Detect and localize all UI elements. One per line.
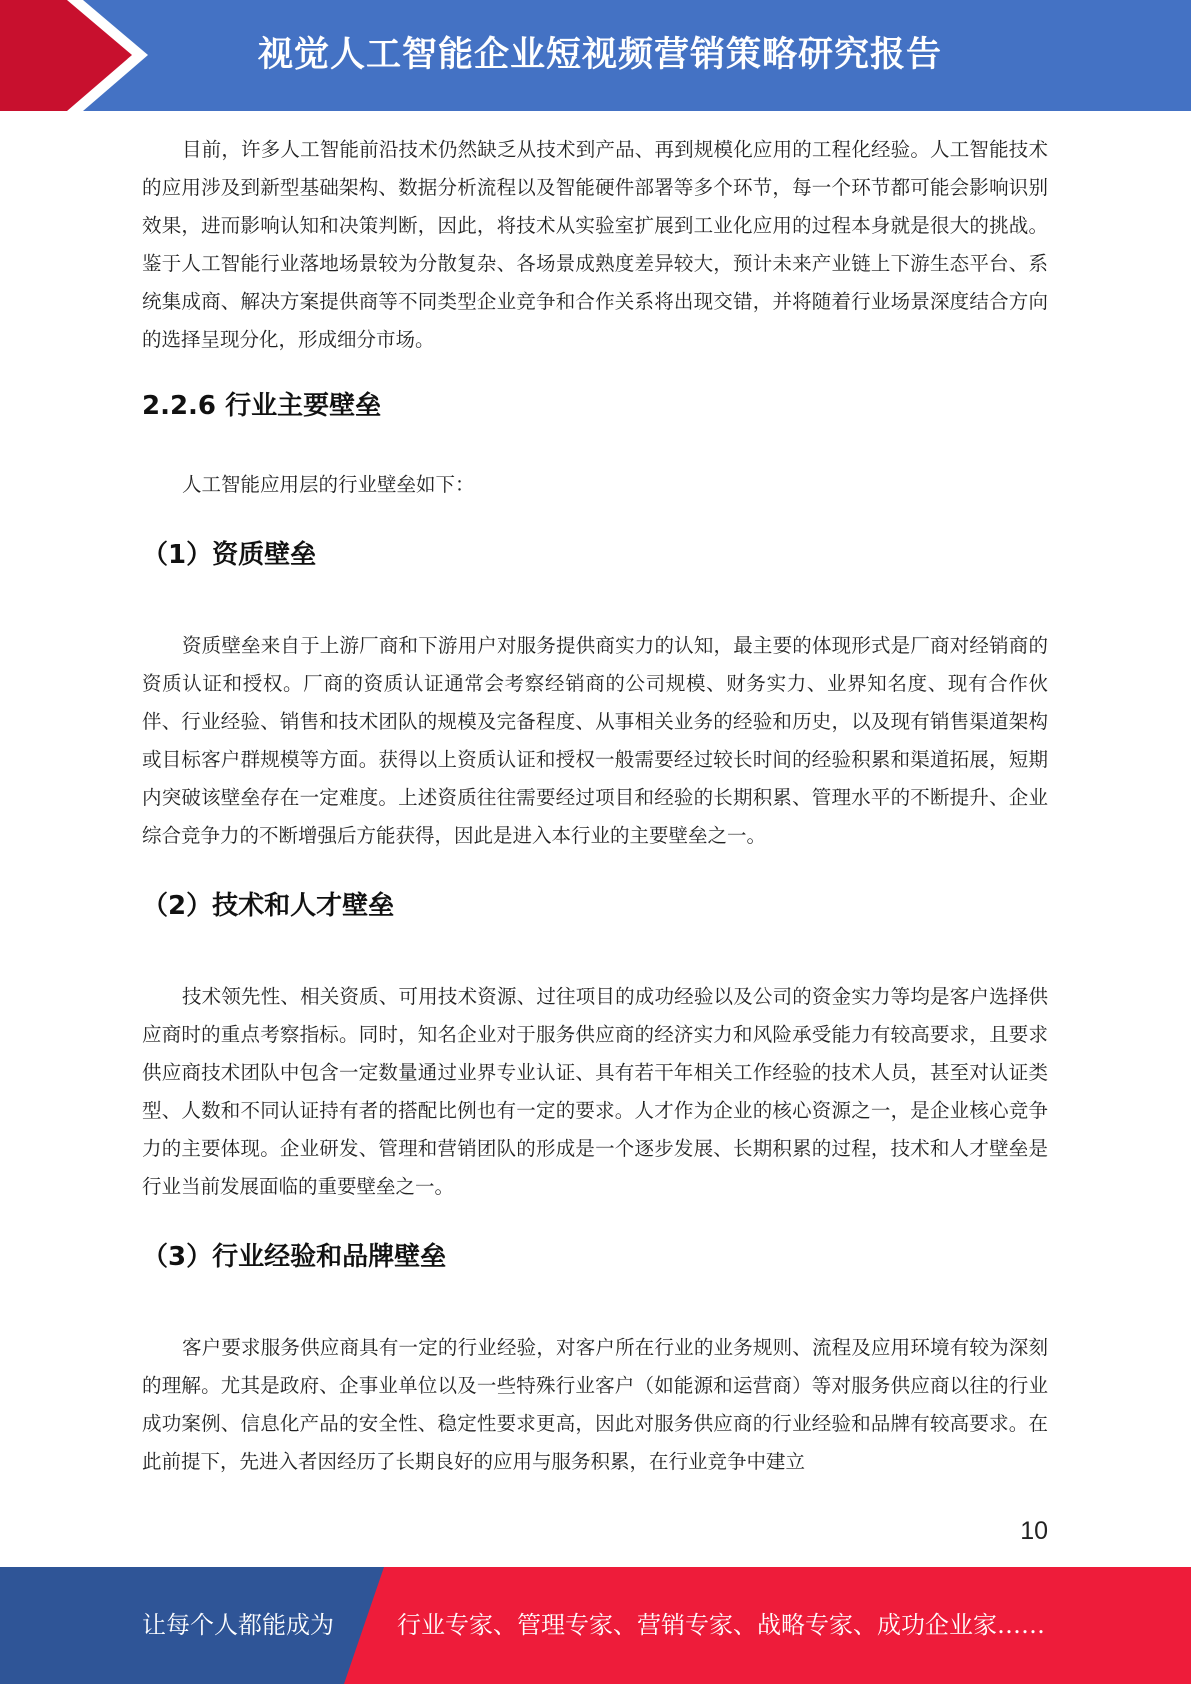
barrier-heading-talent: （2）技术和人才壁垒: [142, 891, 395, 921]
section-heading: 2.2.6 行业主要壁垒: [142, 391, 382, 421]
footer-slogan-right: 行业专家、管理专家、营销专家、战略专家、成功企业家……: [397, 1611, 1045, 1639]
barrier-paragraph-qualification: 资质壁垒来自于上游厂商和下游用户对服务提供商实力的认知，最主要的体现形式是厂商对经销商的资质认证和授权。厂商的资质认证通常会考察经销商的公司规模、财务实力、业界知名度、现有合作伙伴、行业经验、销售和技术团队的规模及完备程度、从事相关业务的经验和历史，以及现有销售渠道架构或目标客户群规模等方面。获得以上资质认证和授权一般需要经过较长时间的经验积累和渠道拓展，短期内突破该壁垒存在一定难度。上述资质往往需要经过项目和经验的长期积累、管理水平的不断提升、企业综合竞争力的不断增强后方能获得，因此是进入本行业的主要壁垒之一。: [142, 634, 1048, 847]
main-content: [142, 131, 1048, 1481]
page-footer: [0, 1567, 1191, 1684]
report-title: 视觉人工智能企业短视频营销策略研究报告: [258, 35, 943, 75]
barrier-paragraph-brand: 客户要求服务供应商具有一定的行业经验，对客户所在行业的业务规则、流程及应用环境有较为深刻的理解。尤其是政府、企事业单位以及一些特殊行业客户（如能源和运营商）等对服务供应商以往的行业成功案例、信息化产品的安全性、稳定性要求更高，因此对服务供应商的行业经验和品牌有较高要求。在此前提下，先进入者因经历了长期良好的应用与服务积累，在行业竞争中建立: [142, 1336, 1048, 1473]
section-intro: 人工智能应用层的行业壁垒如下：: [182, 473, 475, 496]
footer-slogan-left: 让每个人都能成为: [142, 1611, 334, 1639]
page-number: 10: [1020, 1517, 1048, 1545]
barrier-paragraph-talent: 技术领先性、相关资质、可用技术资源、过往项目的成功经验以及公司的资金实力等均是客户选择供应商时的重点考察指标。同时，知名企业对于服务供应商的经济实力和风险承受能力有较高要求，且要求供应商技术团队中包含一定数量通过业界专业认证、具有若干年相关工作经验的技术人员，甚至对认证类型、人数和不同认证持有者的搭配比例也有一定的要求。人才作为企业的核心资源之一，是企业核心竞争力的主要体现。企业研发、管理和营销团队的形成是一个逐步发展、长期积累的过程，技术和人才壁垒是行业当前发展面临的重要壁垒之一。: [142, 985, 1048, 1198]
page-header: [0, 0, 1191, 111]
barrier-heading-qualification: （1）资质壁垒: [142, 540, 317, 570]
barrier-heading-brand: （3）行业经验和品牌壁垒: [142, 1242, 447, 1272]
intro-paragraph: 目前，许多人工智能前沿技术仍然缺乏从技术到产品、再到规模化应用的工程化经验。人工智能技术的应用涉及到新型基础架构、数据分析流程以及智能硬件部署等多个环节，每一个环节都可能会影响识别效果，进而影响认知和决策判断，因此，将技术从实验室扩展到工业化应用的过程本身就是很大的挑战。鉴于人工智能行业落地场景较为分散复杂、各场景成熟度差异较大，预计未来产业链上下游生态平台、系统集成商、解决方案提供商等不同类型企业竞争和合作关系将出现交错，并将随着行业场景深度结合方向的选择呈现分化，形成细分市场。: [142, 138, 1048, 351]
